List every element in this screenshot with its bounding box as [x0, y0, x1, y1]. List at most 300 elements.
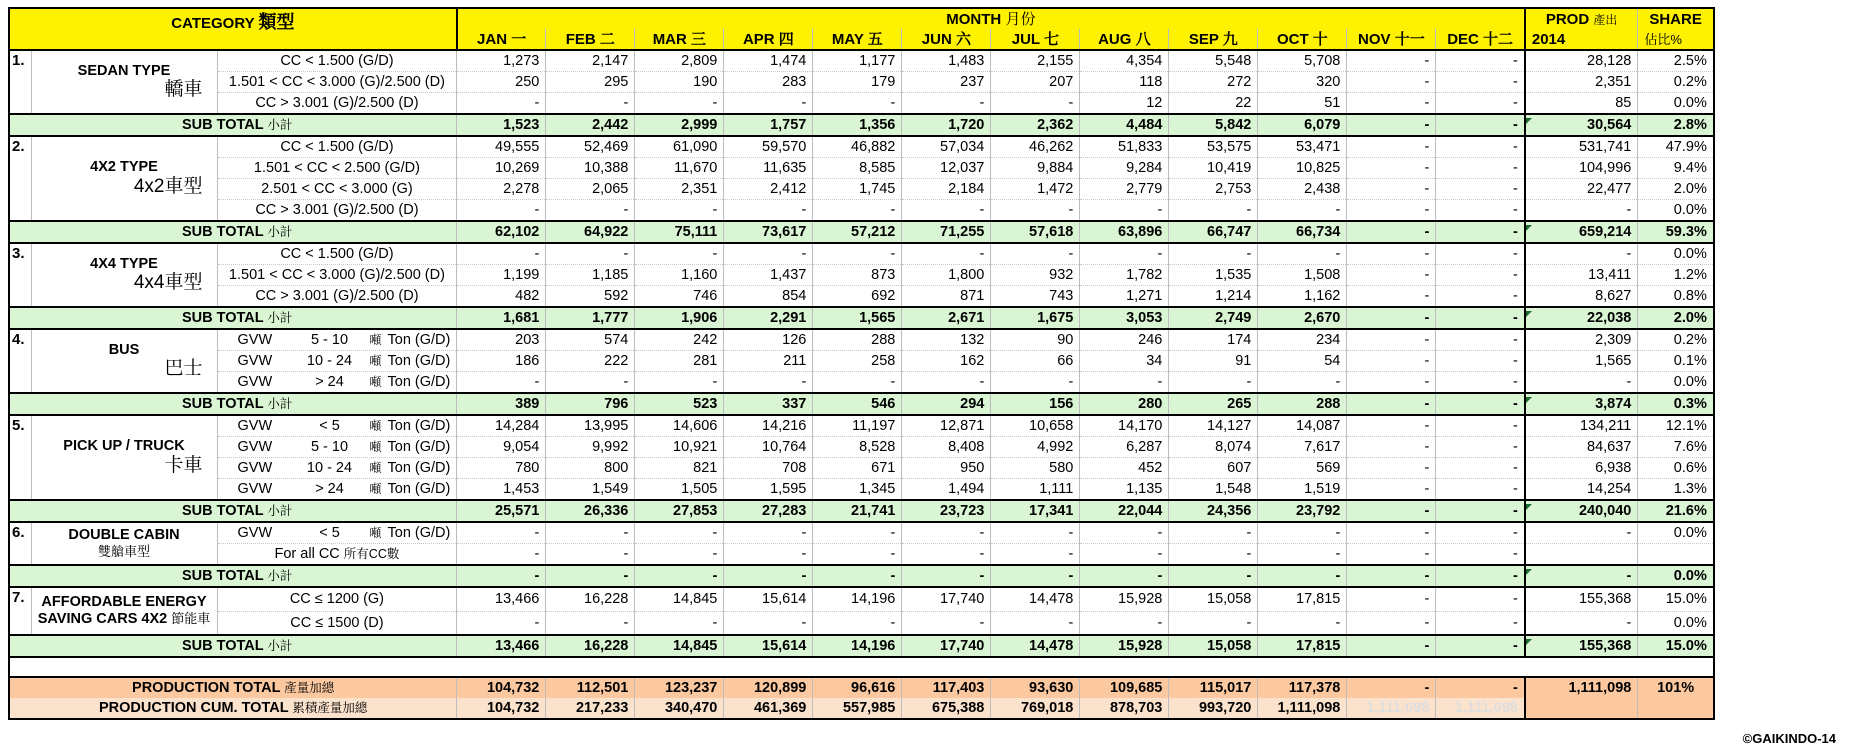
month-value: 53,575	[1169, 136, 1258, 158]
table-row	[9, 479, 1714, 501]
table-row	[9, 329, 1714, 351]
month-value: -	[1436, 372, 1525, 394]
month-value: 71,255	[902, 221, 991, 243]
month-value: 14,087	[1258, 415, 1347, 437]
ton-unit-cn: 噸	[369, 374, 382, 389]
month-value: -	[1080, 522, 1169, 544]
month-value: 11,635	[724, 158, 813, 179]
month-value: 294	[902, 393, 991, 415]
month-value: 295	[546, 72, 635, 93]
spec-cell	[217, 50, 457, 72]
month-value: 246	[1080, 329, 1169, 351]
month-value: -	[1347, 635, 1436, 657]
cell-note-marker	[1526, 118, 1532, 124]
subtotal-label: SUB TOTAL	[182, 309, 264, 326]
month-value: -	[1169, 565, 1258, 587]
prod-value: -	[1525, 200, 1638, 222]
month-column-header: FEB 二	[546, 29, 635, 50]
spec-cell	[217, 158, 457, 179]
prod-value	[1525, 544, 1638, 566]
month-value: 242	[635, 329, 724, 351]
category-label: CATEGORY	[171, 15, 255, 32]
month-value: -	[1436, 437, 1525, 458]
month-value: -	[1080, 372, 1169, 394]
month-value: 2,362	[991, 114, 1080, 136]
month-label: MONTH	[946, 10, 1002, 28]
month-value: 109,685	[1080, 677, 1169, 698]
subtotal-label-cell	[9, 500, 457, 522]
month-column-header: SEP 九	[1169, 29, 1258, 50]
share-value: 9.4%	[1638, 158, 1714, 179]
month-value: -	[457, 243, 546, 265]
month-value: 49,555	[457, 136, 546, 158]
month-value: -	[1080, 243, 1169, 265]
month-value: 17,740	[902, 635, 991, 657]
month-value: 2,351	[635, 179, 724, 200]
month-value: 2,779	[1080, 179, 1169, 200]
month-value: 63,896	[1080, 221, 1169, 243]
month-value: 8,528	[813, 437, 902, 458]
cum-month-value: 217,233	[546, 698, 635, 719]
ton-unit: Ton (G/D)	[387, 417, 451, 434]
month-value: -	[1347, 611, 1436, 635]
ton-unit: Ton (G/D)	[387, 331, 451, 348]
month-value: -	[1436, 677, 1525, 698]
prod-value: 28,128	[1525, 50, 1638, 72]
month-value: 4,354	[1080, 50, 1169, 72]
month-value: 24,356	[1169, 500, 1258, 522]
month-value: -	[1080, 565, 1169, 587]
subtotal-prod-text: 240,040	[1578, 502, 1632, 519]
subtotal-label-cn: 小計	[267, 503, 293, 518]
subtotal-label: SUB TOTAL	[182, 223, 264, 240]
cum-month-value: 461,369	[724, 698, 813, 719]
month-value: -	[1436, 307, 1525, 329]
cum-month-value: 340,470	[635, 698, 724, 719]
month-value: 14,606	[635, 415, 724, 437]
ton-unit: Ton (G/D)	[387, 438, 451, 455]
month-value: -	[635, 611, 724, 635]
subtotal-prod-text: 3,874	[1595, 395, 1632, 412]
month-value: -	[1436, 136, 1525, 158]
month-value: 22,044	[1080, 500, 1169, 522]
prod-value: 85	[1525, 93, 1638, 115]
month-value: 9,884	[991, 158, 1080, 179]
ton-unit: Ton (G/D)	[387, 480, 451, 497]
spec-cell	[217, 200, 457, 222]
month-value: 117,403	[902, 677, 991, 698]
month-value: 12,871	[902, 415, 991, 437]
month-value: 57,618	[991, 221, 1080, 243]
category-name: BUS	[108, 341, 140, 358]
table-row	[9, 372, 1714, 394]
month-value: 2,291	[724, 307, 813, 329]
production-table	[8, 7, 1715, 720]
month-value: 51,833	[1080, 136, 1169, 158]
month-value: 13,466	[457, 587, 546, 611]
prod-value: 6,938	[1525, 458, 1638, 479]
subtotal-row	[9, 114, 1714, 136]
month-value: 2,438	[1258, 179, 1347, 200]
month-value: 1,214	[1169, 286, 1258, 308]
spec-label: CC > 3.001 (G)/2.500 (D)	[255, 201, 419, 218]
subtotal-label-cn: 小計	[267, 638, 293, 653]
category-name-cell	[31, 415, 217, 500]
category-index: 5.	[9, 415, 31, 500]
spec-label: CC ≤ 1200 (G)	[289, 591, 385, 607]
month-value: 14,478	[991, 587, 1080, 611]
month-value: -	[991, 565, 1080, 587]
month-value: -	[1347, 93, 1436, 115]
month-value: 12,037	[902, 158, 991, 179]
month-value: 258	[813, 351, 902, 372]
month-value: 13,995	[546, 415, 635, 437]
subtotal-label-cn: 小計	[267, 117, 293, 132]
category-index: 3.	[9, 243, 31, 307]
month-value: 73,617	[724, 221, 813, 243]
month-value: -	[457, 372, 546, 394]
prod-value: -	[1525, 372, 1638, 394]
production-cum-label-cell	[9, 698, 457, 719]
category-index: 6.	[9, 522, 31, 565]
month-value: 53,471	[1258, 136, 1347, 158]
subtotal-prod-text: -	[1626, 567, 1632, 584]
month-value: 112,501	[546, 677, 635, 698]
month-value: 10,388	[546, 158, 635, 179]
subtotal-row	[9, 500, 1714, 522]
month-value: 123,237	[635, 677, 724, 698]
month-value: 75,111	[635, 221, 724, 243]
month-value: 708	[724, 458, 813, 479]
month-value: 1,472	[991, 179, 1080, 200]
gvw-label: GVW	[237, 524, 273, 541]
cum-month-value: 1,111,098	[1347, 698, 1436, 719]
month-value: -	[1436, 50, 1525, 72]
month-value: 14,845	[635, 635, 724, 657]
month-value: 1,437	[724, 265, 813, 286]
month-value: 14,196	[813, 587, 902, 611]
month-value: -	[1169, 522, 1258, 544]
month-value: -	[1347, 221, 1436, 243]
spec-label-cn: 所有CC數	[343, 546, 400, 561]
month-value: 4,992	[991, 437, 1080, 458]
spec-cell	[217, 458, 457, 479]
month-value: 780	[457, 458, 546, 479]
month-value: 57,212	[813, 221, 902, 243]
month-value: 3,053	[1080, 307, 1169, 329]
category-name: SEDAN TYPE	[77, 62, 171, 79]
month-value: 237	[902, 72, 991, 93]
production-total-share: 101%	[1638, 677, 1714, 719]
month-value: 126	[724, 329, 813, 351]
subtotal-prod-value	[1525, 307, 1638, 329]
month-value: -	[724, 565, 813, 587]
month-value: 132	[902, 329, 991, 351]
subtotal-prod-text: 22,038	[1587, 309, 1632, 326]
month-value: -	[813, 200, 902, 222]
month-value: -	[635, 243, 724, 265]
month-value: 1,548	[1169, 479, 1258, 501]
month-value: -	[457, 544, 546, 566]
month-value: -	[1080, 611, 1169, 635]
month-value: 26,336	[546, 500, 635, 522]
month-value: 2,278	[457, 179, 546, 200]
subtotal-prod-text: 30,564	[1587, 116, 1632, 133]
ton-unit-cn: 噸	[369, 418, 382, 433]
cell-note-marker	[1526, 504, 1532, 510]
month-value: -	[1347, 587, 1436, 611]
month-value: 1,595	[724, 479, 813, 501]
month-value: 27,853	[635, 500, 724, 522]
category-index: 7.	[9, 587, 31, 635]
month-value: 156	[991, 393, 1080, 415]
category-label-cn: 類型	[258, 12, 295, 32]
month-column-header: JUL 七	[991, 29, 1080, 50]
month-value: 2,749	[1169, 307, 1258, 329]
month-value: 671	[813, 458, 902, 479]
month-value: 222	[546, 351, 635, 372]
share-value	[1638, 544, 1714, 566]
month-value: 288	[813, 329, 902, 351]
month-value: 932	[991, 265, 1080, 286]
month-value: 821	[635, 458, 724, 479]
month-value: -	[546, 522, 635, 544]
month-value: 6,079	[1258, 114, 1347, 136]
month-value: 10,419	[1169, 158, 1258, 179]
prod-header	[1525, 8, 1638, 29]
subtotal-label-cell	[9, 114, 457, 136]
prod-value: 84,637	[1525, 437, 1638, 458]
month-value: 692	[813, 286, 902, 308]
month-value: -	[1436, 243, 1525, 265]
month-value: -	[724, 522, 813, 544]
month-value: -	[724, 93, 813, 115]
cum-month-value: 557,985	[813, 698, 902, 719]
month-value: 10,825	[1258, 158, 1347, 179]
month-value: -	[546, 565, 635, 587]
month-value: 34	[1080, 351, 1169, 372]
month-value: 523	[635, 393, 724, 415]
month-value: 46,262	[991, 136, 1080, 158]
month-value: 174	[1169, 329, 1258, 351]
table-row	[9, 522, 1714, 544]
table-row	[9, 136, 1714, 158]
spec-cell	[217, 286, 457, 308]
month-value: 1,111	[991, 479, 1080, 501]
copyright-footer: ©GAIKINDO-14	[1742, 731, 1836, 746]
month-value: 272	[1169, 72, 1258, 93]
month-value: 91	[1169, 351, 1258, 372]
month-value: -	[1169, 372, 1258, 394]
category-name-cell	[31, 50, 217, 114]
month-value: -	[1436, 265, 1525, 286]
share-value: 2.0%	[1638, 179, 1714, 200]
month-column-header: NOV 十一	[1347, 29, 1436, 50]
production-cum-label: PRODUCTION CUM. TOTAL	[99, 699, 289, 716]
prod-value: 2,351	[1525, 72, 1638, 93]
month-value: -	[1436, 93, 1525, 115]
category-name: 4X4 TYPE	[90, 255, 158, 272]
month-value: 16,228	[546, 635, 635, 657]
cell-note-marker	[1526, 311, 1532, 317]
ton-unit: Ton (G/D)	[387, 373, 451, 390]
table-row	[9, 179, 1714, 200]
month-value: 118	[1080, 72, 1169, 93]
month-value: -	[1347, 50, 1436, 72]
month-value: 592	[546, 286, 635, 308]
month-value: -	[1347, 286, 1436, 308]
month-value: 22	[1169, 93, 1258, 115]
cum-month-value: 1,111,098	[1436, 698, 1525, 719]
month-value: -	[1169, 544, 1258, 566]
month-value: -	[813, 544, 902, 566]
prod-label-cn: 產出	[1593, 12, 1618, 27]
month-value: 9,284	[1080, 158, 1169, 179]
month-value: -	[1347, 158, 1436, 179]
category-name-cell	[31, 587, 217, 635]
month-value: 13,466	[457, 635, 546, 657]
prod-value: 22,477	[1525, 179, 1638, 200]
month-value: 8,585	[813, 158, 902, 179]
month-value: 11,670	[635, 158, 724, 179]
month-value: -	[546, 544, 635, 566]
spec-cell	[217, 522, 457, 544]
category-name-cn: 卡車	[164, 454, 203, 476]
month-column-header: APR 四	[724, 29, 813, 50]
month-value: -	[546, 93, 635, 115]
month-value: -	[1436, 158, 1525, 179]
share-header: SHARE	[1638, 8, 1714, 29]
subtotal-share-value: 59.3%	[1638, 221, 1714, 243]
month-value: 2,412	[724, 179, 813, 200]
month-value: 2,184	[902, 179, 991, 200]
subtotal-label: SUB TOTAL	[182, 637, 264, 654]
share-value: 0.2%	[1638, 72, 1714, 93]
month-value: -	[546, 200, 635, 222]
ton-unit-cn: 噸	[369, 525, 382, 540]
prod-value: 134,211	[1525, 415, 1638, 437]
month-value: -	[635, 565, 724, 587]
month-value: -	[813, 372, 902, 394]
month-value: 950	[902, 458, 991, 479]
spec-cell	[217, 243, 457, 265]
month-value: 5,708	[1258, 50, 1347, 72]
month-value: 46,882	[813, 136, 902, 158]
month-value: -	[1436, 200, 1525, 222]
gvw-range: 5 - 10	[310, 331, 349, 348]
month-value: 15,614	[724, 635, 813, 657]
subtotal-prod-value	[1525, 114, 1638, 136]
gvw-range: < 5	[319, 417, 340, 434]
spec-label: CC < 1.500 (G/D)	[280, 245, 394, 262]
month-value: 569	[1258, 458, 1347, 479]
share-value: 2.5%	[1638, 50, 1714, 72]
month-value: -	[1347, 243, 1436, 265]
spec-cell	[217, 437, 457, 458]
month-value: 2,753	[1169, 179, 1258, 200]
month-value: -	[1169, 243, 1258, 265]
month-value: -	[991, 372, 1080, 394]
share-value: 1.2%	[1638, 265, 1714, 286]
month-value: 115,017	[1169, 677, 1258, 698]
production-cum-row	[9, 698, 1714, 719]
share-value: 0.0%	[1638, 372, 1714, 394]
month-value: 1,549	[546, 479, 635, 501]
share-value: 7.6%	[1638, 437, 1714, 458]
month-value: -	[1169, 611, 1258, 635]
category-name-cell	[31, 522, 217, 565]
subtotal-prod-value	[1525, 221, 1638, 243]
spec-label: 1.501 < CC < 3.000 (G)/2.500 (D)	[228, 73, 445, 90]
month-value: -	[1169, 200, 1258, 222]
table-row	[9, 458, 1714, 479]
month-value: -	[1436, 544, 1525, 566]
subtotal-share-value: 0.3%	[1638, 393, 1714, 415]
spec-cell	[217, 544, 457, 566]
month-value: 51	[1258, 93, 1347, 115]
share-value: 15.0%	[1638, 587, 1714, 611]
table-row	[9, 50, 1714, 72]
month-value: 2,670	[1258, 307, 1347, 329]
month-value: 179	[813, 72, 902, 93]
month-value: -	[991, 611, 1080, 635]
month-value: -	[1258, 372, 1347, 394]
month-value: 117,378	[1258, 677, 1347, 698]
month-value: 1,565	[813, 307, 902, 329]
category-name-cn: 節能車	[171, 611, 211, 626]
month-value: -	[724, 611, 813, 635]
share-value: 0.0%	[1638, 200, 1714, 222]
month-value: -	[1436, 415, 1525, 437]
month-value: -	[457, 611, 546, 635]
month-value: 1,135	[1080, 479, 1169, 501]
month-value: 1,777	[546, 307, 635, 329]
month-value: -	[1436, 587, 1525, 611]
spec-cell	[217, 72, 457, 93]
subtotal-label-cell	[9, 307, 457, 329]
month-value: 23,792	[1258, 500, 1347, 522]
table-row	[9, 93, 1714, 115]
month-value: -	[902, 611, 991, 635]
month-value: -	[813, 522, 902, 544]
month-value: -	[902, 522, 991, 544]
spec-cell	[217, 415, 457, 437]
month-value: 1,199	[457, 265, 546, 286]
month-value: -	[813, 93, 902, 115]
cum-month-value: 1,111,098	[1258, 698, 1347, 719]
month-value: -	[635, 200, 724, 222]
month-value: 2,809	[635, 50, 724, 72]
month-value: -	[1436, 114, 1525, 136]
spec-cell	[217, 179, 457, 200]
category-name: AFFORDABLE ENERGY SAVING CARS 4X2	[37, 594, 207, 627]
table-row	[9, 265, 1714, 286]
spec-cell	[217, 351, 457, 372]
month-value: 1,906	[635, 307, 724, 329]
prod-value: 13,411	[1525, 265, 1638, 286]
month-value: 320	[1258, 72, 1347, 93]
month-value: -	[1436, 479, 1525, 501]
subtotal-label-cell	[9, 565, 457, 587]
production-total-label: PRODUCTION TOTAL	[132, 679, 281, 696]
cum-month-value: 769,018	[991, 698, 1080, 719]
month-value: 12	[1080, 93, 1169, 115]
month-value: 66	[991, 351, 1080, 372]
month-value: 104,732	[457, 677, 546, 698]
category-name: PICK UP / TRUCK	[63, 438, 185, 455]
month-value: 14,216	[724, 415, 813, 437]
month-value: -	[1347, 329, 1436, 351]
